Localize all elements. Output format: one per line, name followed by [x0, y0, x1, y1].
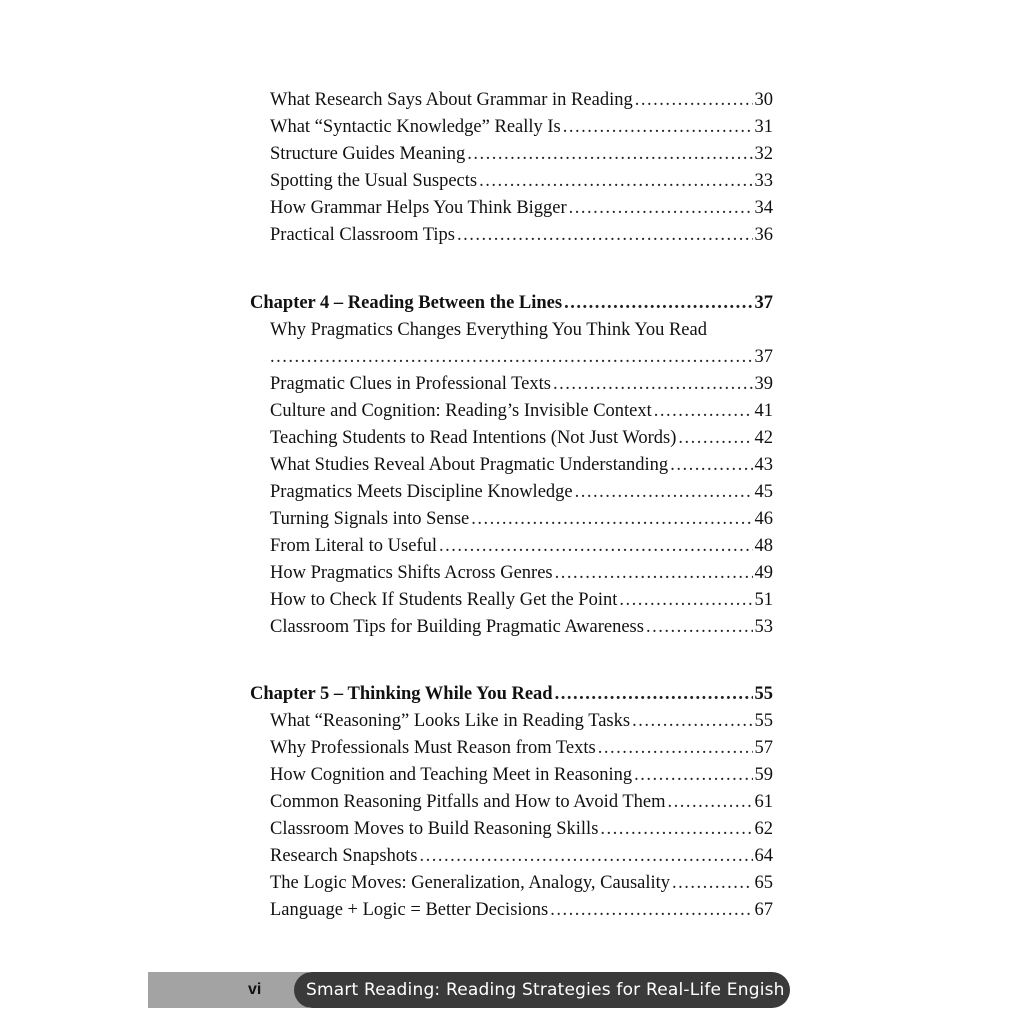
- toc-entry[interactable]: [270, 398, 773, 425]
- toc-entry-page: 57: [754, 738, 773, 758]
- dot-leader: [632, 708, 752, 735]
- toc-entry-page: 34: [754, 198, 773, 218]
- toc-entry[interactable]: [270, 87, 773, 114]
- toc-entry-page: 30: [754, 90, 773, 110]
- dot-leader: [619, 587, 752, 614]
- dot-leader: [672, 870, 752, 897]
- toc-entry-page: 53: [754, 617, 773, 637]
- toc-entry-page: 41: [754, 401, 773, 421]
- toc-entry[interactable]: [270, 614, 773, 641]
- toc-entry-continuation[interactable]: [270, 344, 773, 371]
- toc-entry-page: 64: [754, 846, 773, 866]
- toc-entry-title: What “Syntactic Knowledge” Really Is: [270, 117, 561, 137]
- chapter-title: Chapter 4 – Reading Between the Lines: [250, 293, 563, 313]
- toc-entry-page: 61: [754, 792, 773, 812]
- chapter-page: 37: [754, 293, 773, 313]
- footer-book-title: Smart Reading: Reading Strategies for Real-Life Engish: [306, 980, 785, 1000]
- toc-entry[interactable]: [270, 195, 773, 222]
- dot-leader: [654, 398, 753, 425]
- dot-leader: [668, 789, 753, 816]
- toc-entry[interactable]: [270, 425, 773, 452]
- toc-entry[interactable]: [270, 371, 773, 398]
- toc-entry-title: Pragmatics Meets Discipline Knowledge: [270, 482, 573, 502]
- dot-leader: [467, 141, 752, 168]
- dot-leader: [553, 371, 753, 398]
- dot-leader: [600, 816, 752, 843]
- toc-entry-page: 32: [754, 144, 773, 164]
- toc-entry[interactable]: [270, 897, 773, 924]
- toc-entry-title: Teaching Students to Read Intentions (Not Just Words): [270, 428, 677, 448]
- toc-entry-page: 36: [754, 225, 773, 245]
- toc-entry-title: How Pragmatics Shifts Across Genres: [270, 563, 553, 583]
- toc-entry-title: Pragmatic Clues in Professional Texts: [270, 374, 551, 394]
- chapter-4-heading[interactable]: [250, 290, 773, 317]
- toc-entry-page: 62: [754, 819, 773, 839]
- toc-entry-page: 37: [754, 347, 773, 367]
- dot-leader: [479, 168, 752, 195]
- toc-entry-title-wrapped[interactable]: Why Pragmatics Changes Everything You Think You Read: [270, 320, 707, 340]
- toc-entry[interactable]: [270, 533, 773, 560]
- dot-leader: [471, 506, 752, 533]
- dot-leader: [439, 533, 753, 560]
- toc-entry-page: 55: [754, 711, 773, 731]
- toc-entry-title: Common Reasoning Pitfalls and How to Avoid Them: [270, 792, 666, 812]
- toc-entry-page: 49: [754, 563, 773, 583]
- toc-entry[interactable]: [270, 168, 773, 195]
- toc-entry[interactable]: [270, 222, 773, 249]
- toc-entry-page: 59: [754, 765, 773, 785]
- toc-entry[interactable]: [270, 762, 773, 789]
- toc-entry-page: 39: [754, 374, 773, 394]
- toc-entry-page: 45: [754, 482, 773, 502]
- dot-leader: [670, 452, 752, 479]
- toc-entry-page: 31: [754, 117, 773, 137]
- dot-leader: [555, 560, 753, 587]
- toc-entry-title: Structure Guides Meaning: [270, 144, 466, 164]
- toc-entry-title: Practical Classroom Tips: [270, 225, 456, 245]
- toc-entry-title: Classroom Moves to Build Reasoning Skills: [270, 819, 599, 839]
- dot-leader: [575, 479, 753, 506]
- toc-entry-page: 42: [754, 428, 773, 448]
- toc-entry-title: Culture and Cognition: Reading’s Invisible Context: [270, 401, 652, 421]
- dot-leader: [555, 681, 753, 708]
- dot-leader: [678, 425, 752, 452]
- dot-leader: [270, 344, 753, 371]
- toc-entry[interactable]: [270, 114, 773, 141]
- dot-leader: [564, 290, 752, 317]
- toc-entry-page: 65: [754, 873, 773, 893]
- toc-entry[interactable]: [270, 816, 773, 843]
- toc-entry-page: 46: [754, 509, 773, 529]
- dot-leader: [635, 87, 753, 114]
- toc-entry-title: Why Professionals Must Reason from Texts: [270, 738, 596, 758]
- toc-entry[interactable]: [270, 870, 773, 897]
- toc-entry-title: Language + Logic = Better Decisions: [270, 900, 549, 920]
- dot-leader: [598, 735, 753, 762]
- toc-entry-title: What Research Says About Grammar in Reading: [270, 90, 633, 110]
- toc-entry-title: Spotting the Usual Suspects: [270, 171, 478, 191]
- toc-entry[interactable]: [270, 735, 773, 762]
- dot-leader: [563, 114, 753, 141]
- toc-entry-title: Classroom Tips for Building Pragmatic Awareness: [270, 617, 644, 637]
- footer-pagenum-tab: [148, 972, 308, 1008]
- toc-entry-title: How Grammar Helps You Think Bigger: [270, 198, 567, 218]
- chapter-page: 55: [754, 684, 773, 704]
- toc-entry-title: From Literal to Useful: [270, 536, 437, 556]
- toc-entry[interactable]: [270, 506, 773, 533]
- toc-entry-title: What “Reasoning” Looks Like in Reading Tasks: [270, 711, 631, 731]
- toc-entry-title: Turning Signals into Sense: [270, 509, 470, 529]
- toc-entry[interactable]: [270, 708, 773, 735]
- dot-leader: [550, 897, 752, 924]
- toc-entry-page: 43: [754, 455, 773, 475]
- toc-entry[interactable]: [270, 452, 773, 479]
- footer-page-number: vi: [248, 981, 262, 998]
- dot-leader: [457, 222, 752, 249]
- chapter-5-heading[interactable]: [250, 681, 773, 708]
- toc-entry[interactable]: [270, 789, 773, 816]
- toc-entry-page: 33: [754, 171, 773, 191]
- toc-entry[interactable]: [270, 141, 773, 168]
- toc-entry[interactable]: [270, 560, 773, 587]
- toc-entry-page: 51: [754, 590, 773, 610]
- page-footer: [148, 972, 790, 1008]
- dot-leader: [646, 614, 753, 641]
- toc-entry-page: 67: [754, 900, 773, 920]
- dot-leader: [569, 195, 753, 222]
- toc-entry-title: How to Check If Students Really Get the Point: [270, 590, 618, 610]
- dot-leader: [634, 762, 752, 789]
- toc-entry-title: The Logic Moves: Generalization, Analogy, Causality: [270, 873, 671, 893]
- toc-entry-title: Research Snapshots: [270, 846, 418, 866]
- dot-leader: [419, 843, 752, 870]
- toc-entry[interactable]: [270, 479, 773, 506]
- chapter-title: Chapter 5 – Thinking While You Read: [250, 684, 553, 704]
- toc-entry-title: What Studies Reveal About Pragmatic Understanding: [270, 455, 669, 475]
- toc-entry[interactable]: [270, 843, 773, 870]
- toc-entry[interactable]: [270, 587, 773, 614]
- toc-entry-page: 48: [754, 536, 773, 556]
- toc-entry-title: How Cognition and Teaching Meet in Reasoning: [270, 765, 633, 785]
